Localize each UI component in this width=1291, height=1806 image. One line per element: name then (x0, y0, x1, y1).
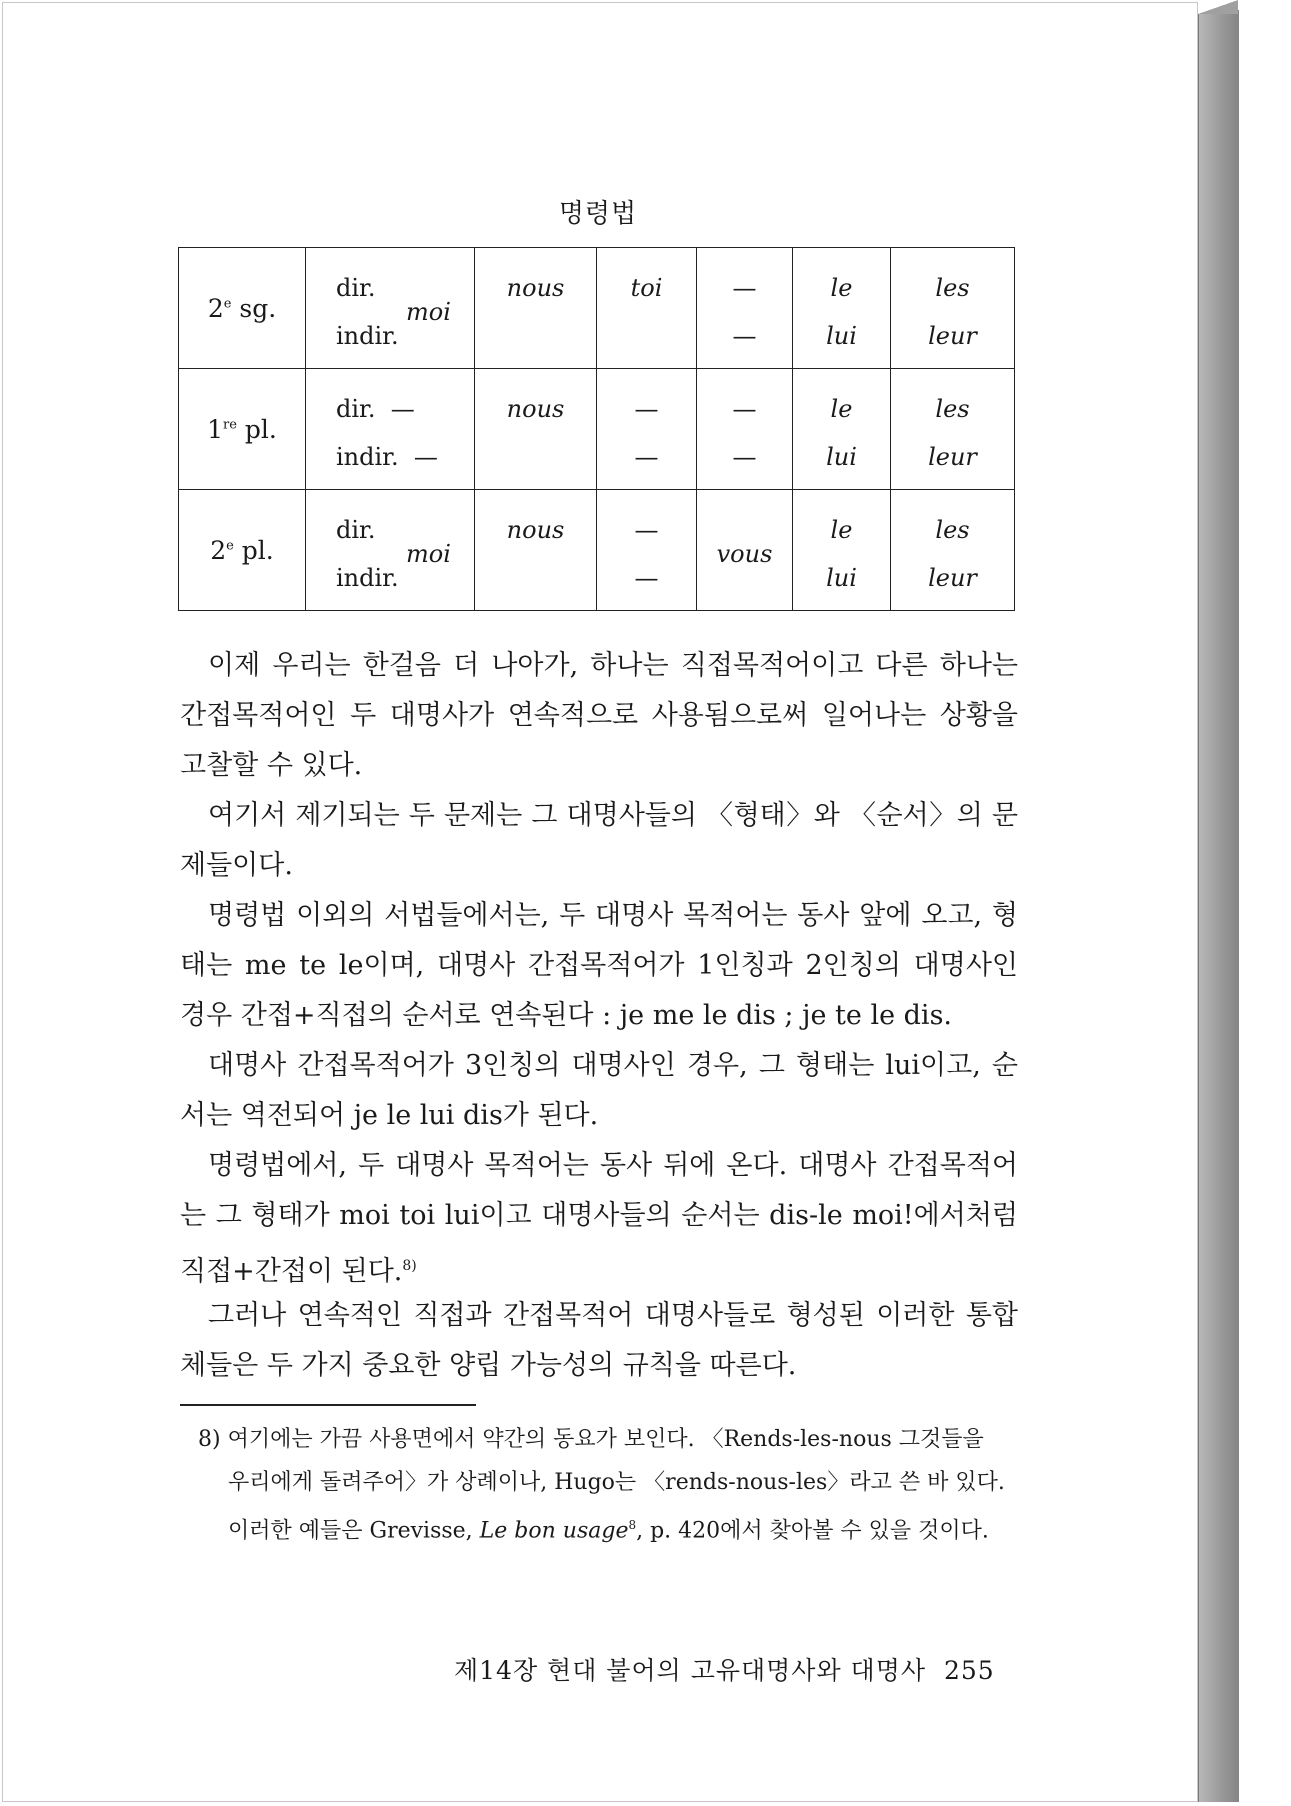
col3-cell (697, 490, 793, 611)
footnote-book-title: Le bon usage (479, 1518, 629, 1544)
person-sup: e (226, 538, 234, 554)
person-suffix: pl. (236, 414, 277, 444)
col4-bottom: lui (826, 443, 857, 471)
indir-label: indir. (336, 564, 399, 592)
person-sup: e (223, 296, 232, 312)
person-cell (179, 490, 306, 611)
col2-top: — (634, 516, 659, 544)
col2-top: toi (630, 274, 663, 302)
running-footer (454, 1651, 995, 1687)
col5-top: les (935, 395, 970, 423)
col5-bottom: leur (928, 564, 977, 592)
col4-top: le (830, 516, 853, 544)
paragraph-5 (180, 1141, 1018, 1297)
person-number: 2 (207, 293, 224, 323)
mid-form: moi (406, 540, 451, 568)
col5-cell (891, 248, 1015, 369)
person-number: 1 (207, 414, 224, 444)
page-edge-shadow (1198, 10, 1239, 1802)
col3-top: — (732, 395, 757, 423)
paragraph-2: 여기서 제기되는 두 문제는 그 대명사들의 〈형태〉와 〈순서〉의 문제들이다. (180, 800, 1018, 881)
footnote-line-1: 8) 여기에는 가끔 사용면에서 약간의 동요가 보인다. 〈Rends-les-nous 그것들을 (198, 1427, 984, 1452)
paragraph-1: 이제 우리는 한걸음 더 나아가, 하나는 직접목적어이고 다른 하나는 간접목적어인 두 대명사가 연속적으로 사용됨으로써 일어나는 상황을 고찰할 수 있다. (180, 650, 1018, 781)
col2-bottom: — (634, 443, 659, 471)
person-sup: re (223, 417, 237, 433)
dir-label: dir. (336, 274, 376, 302)
person-cell (179, 248, 306, 369)
col1-top: nous (506, 395, 565, 423)
person-number: 2 (210, 535, 227, 565)
col5-cell (891, 369, 1015, 490)
indir-label: indir. (336, 322, 399, 350)
col1-top: nous (506, 274, 565, 302)
conjugation-table (178, 247, 1015, 611)
paragraph-6: 그러나 연속적인 직접과 간접목적어 대명사들로 형성된 이러한 통합체들은 두 가지 중요한 양립 가능성의 규칙을 따른다. (180, 1300, 1018, 1381)
col5-top: les (935, 274, 970, 302)
col4-cell (793, 369, 891, 490)
footnote-divider (180, 1404, 476, 1406)
col4-top: le (830, 395, 853, 423)
mid-form: moi (406, 298, 451, 326)
page-number: 255 (944, 1656, 995, 1685)
col1-cell (475, 490, 597, 611)
col2-cell (597, 369, 697, 490)
col3-bottom: — (732, 322, 757, 350)
paragraph-5-text: 명령법에서, 두 대명사 목적어는 동사 뒤에 온다. 대명사 간접목적어는 그 형태가 moi toi lui이고 대명사들의 순서는 dis-le moi!에서처럼 직접+간접이 된다. (180, 1150, 1018, 1287)
col4-top: le (830, 274, 853, 302)
footnote-line-2: 우리에게 돌려주어〉가 상례이나, Hugo는 〈rends-nous-les〉라고 쓴 바 있다. (228, 1470, 1005, 1495)
col2-cell (597, 490, 697, 611)
person-cell (179, 369, 306, 490)
paragraph-4: 대명사 간접목적어가 3인칭의 대명사인 경우, 그 형태는 lui이고, 순서는 역전되어 je le lui dis가 된다. (180, 1050, 1018, 1131)
dir-indir-cell (306, 490, 475, 611)
table-title: 명령법 (558, 199, 638, 229)
paragraph-3: 명령법 이외의 서법들에서는, 두 대명사 목적어는 동사 앞에 오고, 형태는 me te le이며, 대명사 간접목적어가 1인칭과 2인칭의 대명사인 경우 간접+직접의 순서로 연속된다 : je me le dis ; je te le dis. (180, 900, 1018, 1031)
footnote-line-3-post: , p. 420에서 찾아볼 수 있을 것이다. (636, 1518, 989, 1544)
col4-bottom: lui (826, 322, 857, 350)
dir-indir-cell (306, 369, 475, 490)
col2-bottom: — (634, 564, 659, 592)
col4-bottom: lui (826, 564, 857, 592)
col2-top: — (634, 395, 659, 423)
footnote-edition: 8 (628, 1518, 637, 1532)
col2-cell (597, 248, 697, 369)
footnote-ref: 8) (402, 1258, 417, 1274)
table-row (179, 490, 1015, 611)
person-suffix: pl. (233, 535, 274, 565)
col5-bottom: leur (928, 322, 977, 350)
col1-top: nous (506, 516, 565, 544)
dir-label: dir. — (336, 395, 415, 423)
dir-indir-cell (306, 248, 475, 369)
indir-label: indir. — (336, 443, 438, 471)
col3-top: — (732, 274, 757, 302)
col1-cell (475, 248, 597, 369)
col4-cell (793, 490, 891, 611)
col1-cell (475, 369, 597, 490)
col5-cell (891, 490, 1015, 611)
dir-label: dir. (336, 516, 376, 544)
col5-top: les (935, 516, 970, 544)
footnote-line-3-pre: 이러한 예들은 Grevisse, (228, 1518, 480, 1544)
person-suffix: sg. (231, 293, 277, 323)
table-row (179, 248, 1015, 369)
col3-bottom: — (732, 443, 757, 471)
page-edge-corner (1198, 0, 1238, 14)
table-row (179, 369, 1015, 490)
col4-cell (793, 248, 891, 369)
col5-bottom: leur (928, 443, 977, 471)
col3-cell (697, 248, 793, 369)
col3-mid: vous (716, 540, 773, 568)
chapter-title: 제14장 현대 불어의 고유대명사와 대명사 (454, 1656, 926, 1685)
footnote-line-3 (228, 1504, 1048, 1552)
col3-cell (697, 369, 793, 490)
